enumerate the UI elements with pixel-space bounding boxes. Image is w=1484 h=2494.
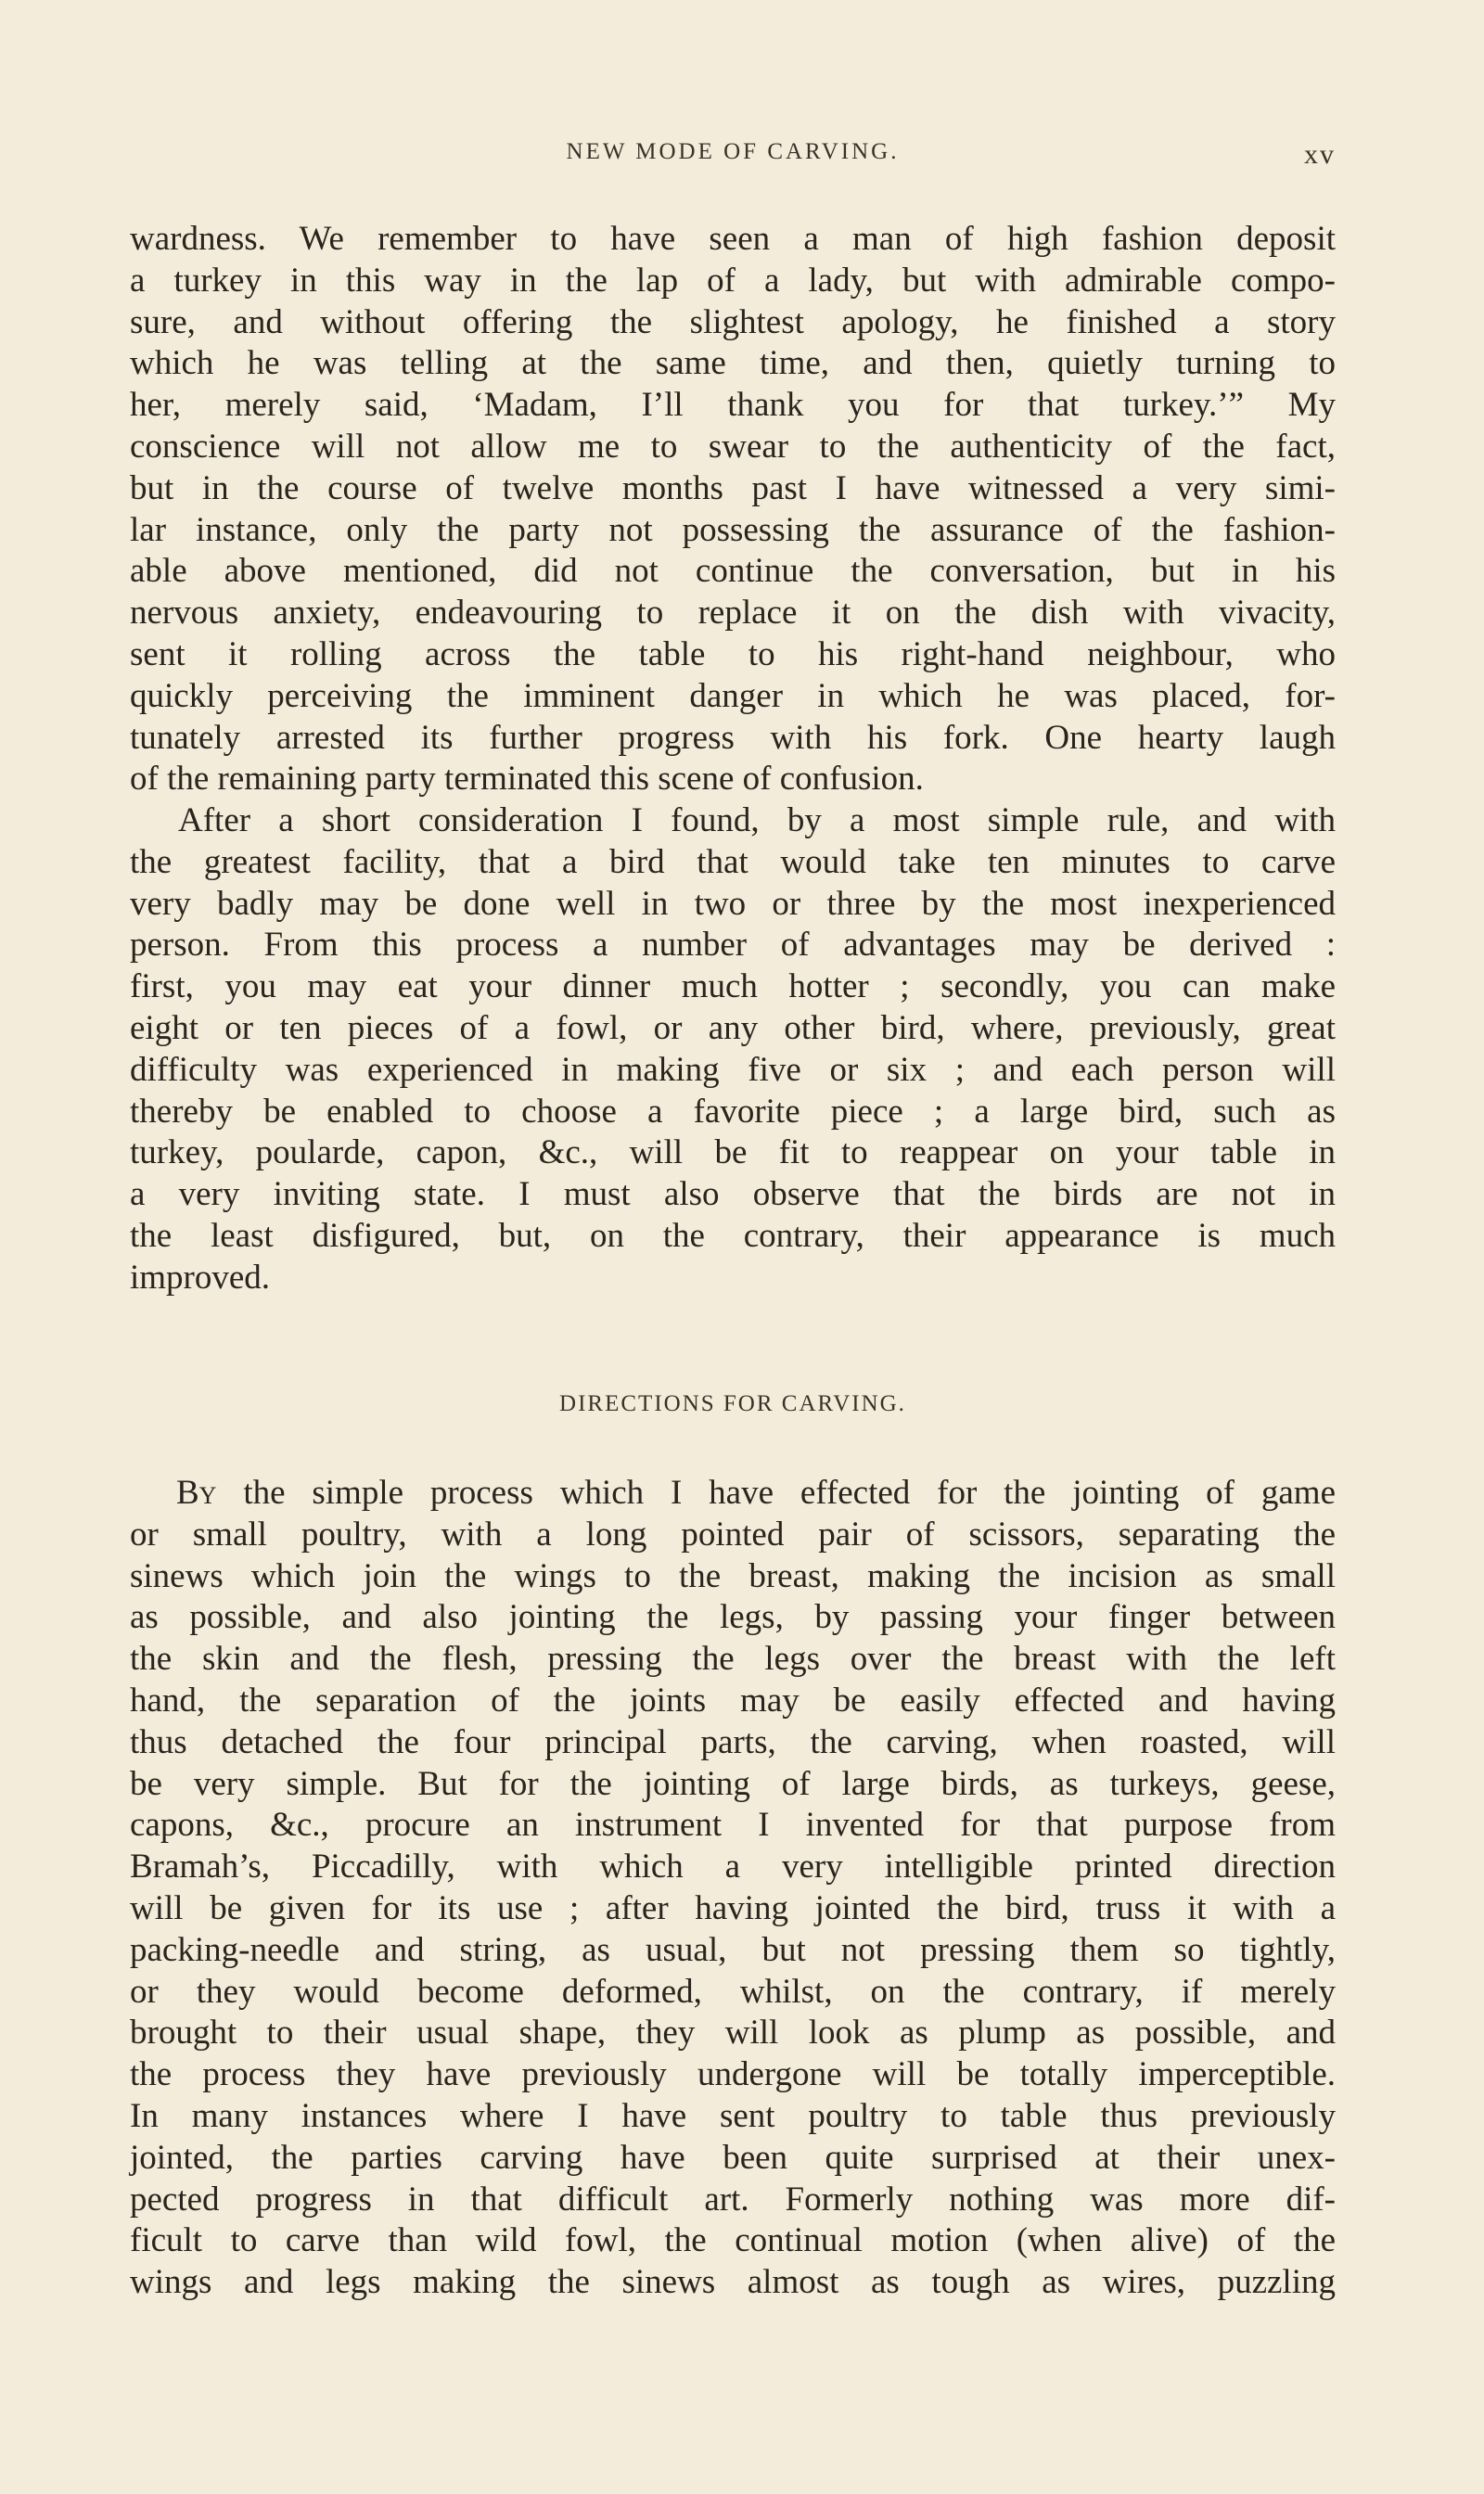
text-line: After a short consideration I found, by a most simple rule, and with xyxy=(178,801,1336,839)
text-line: a very inviting state. I must also observe that the birds are not in xyxy=(130,1175,1336,1214)
text-line: of the remaining party terminated this scene of confusion. xyxy=(130,760,924,799)
text-line: improved. xyxy=(130,1258,271,1297)
text-line: or small poultry, with a long pointed pair of scissors, separating the xyxy=(130,1515,1336,1554)
text-line: hand, the separation of the joints may be easily effected and having xyxy=(130,1681,1336,1720)
text-line: difficulty was experienced in making five or six ; and each person will xyxy=(130,1050,1336,1089)
text-line: will be given for its use ; after having jointed the bird, truss it with a xyxy=(130,1888,1336,1927)
text-line: Bramah’s, Piccadilly, with which a very intelligible printed direction xyxy=(130,1848,1336,1886)
text-line: the process they have previously undergone will be totally imperceptible. xyxy=(130,2055,1336,2094)
text-line: person. From this process a number of advantages may be derived : xyxy=(130,926,1336,965)
text-line: first, you may eat your dinner much hotter ; secondly, you can make xyxy=(130,967,1336,1006)
page-header xyxy=(130,139,1336,176)
text-line: very badly may be done well in two or three by the most inexperienced xyxy=(130,884,1336,923)
text-line: or they would become deformed, whilst, on the contrary, if merely xyxy=(130,1972,1336,2011)
text-line: her, merely said, ‘Madam, I’ll thank you for that turkey.’” My xyxy=(130,386,1336,425)
text-line: ficult to carve than wild fowl, the continual motion (when alive) of the xyxy=(130,2221,1336,2260)
text-line: In many instances where I have sent poultry to table thus previously xyxy=(130,2096,1336,2135)
text-line: nervous anxiety, endeavouring to replace it on the dish with vivacity, xyxy=(130,594,1336,633)
text-line: pected progress in that difficult art. Formerly nothing was more dif- xyxy=(130,2180,1336,2219)
text-line: lar instance, only the party not possessing the assurance of the fashion- xyxy=(130,510,1336,549)
text-line: thus detached the four principal parts, the carving, when roasted, will xyxy=(130,1722,1336,1761)
text-line: conscience will not allow me to swear to the authenticity of the fact, xyxy=(130,427,1336,466)
paragraph xyxy=(130,800,1336,1299)
text-line: which he was telling at the same time, and then, quietly turning to xyxy=(130,344,1336,383)
text-line-rest: the simple process which I have effected for the jointing of game xyxy=(216,1474,1336,1512)
text-line: as possible, and also jointing the legs, by passing your finger between xyxy=(130,1598,1336,1637)
text-line: sent it rolling across the table to his right-hand neighbour, who xyxy=(130,634,1336,673)
text-line: sinews which join the wings to the breast, making the incision as small xyxy=(130,1556,1336,1595)
text-line: packing-needle and string, as usual, but not pressing them so tightly, xyxy=(130,1930,1336,1969)
text-line: tunately arrested its further progress with his fork. One hearty laugh xyxy=(130,718,1336,757)
text-line: turkey, poularde, capon, &c., will be fit to reappear on your table in xyxy=(130,1133,1336,1172)
text-line: wings and legs making the sinews almost as tough as wires, puzzling xyxy=(130,2263,1336,2302)
page-number: xv xyxy=(1304,139,1336,170)
text-line: sure, and without offering the slightest apology, he finished a story xyxy=(130,302,1336,341)
text-line: brought to their usual shape, they will look as plump as possible, and xyxy=(130,2014,1336,2053)
text-line: jointed, the parties carving have been quite surprised at their unex- xyxy=(130,2138,1336,2177)
text-line: be very simple. But for the jointing of large birds, as turkeys, geese, xyxy=(130,1764,1336,1803)
text-line: the greatest facility, that a bird that would take ten minutes to carve xyxy=(130,842,1336,881)
dropcap-word: By xyxy=(176,1474,217,1512)
text-line: but in the course of twelve months past I have witnessed a very simi- xyxy=(130,468,1336,507)
text-line: quickly perceiving the imminent danger in which he was placed, for- xyxy=(130,676,1336,715)
section-heading: DIRECTIONS FOR CARVING. xyxy=(559,1391,906,1416)
text-line xyxy=(130,1473,1336,1515)
text-line: able above mentioned, did not continue the conversation, but in his xyxy=(130,552,1336,591)
text-line: capons, &c., procure an instrument I invented for that purpose from xyxy=(130,1806,1336,1845)
text-line: a turkey in this way in the lap of a lady, but with admirable compo- xyxy=(130,261,1336,300)
text-line: wardness. We remember to have seen a man of high fashion deposit xyxy=(130,220,1336,258)
text-line: the least disfigured, but, on the contrary, their appearance is much xyxy=(130,1216,1336,1255)
text-line: eight or ten pieces of a fowl, or any other bird, where, previously, great xyxy=(130,1008,1336,1047)
text-line: the skin and the flesh, pressing the legs over the breast with the left xyxy=(130,1640,1336,1679)
paragraph xyxy=(130,1473,1336,2304)
text-line: thereby be enabled to choose a favorite piece ; a large bird, such as xyxy=(130,1092,1336,1131)
running-title: NEW MODE OF CARVING. xyxy=(566,139,900,164)
paragraph-continuation xyxy=(130,219,1336,800)
